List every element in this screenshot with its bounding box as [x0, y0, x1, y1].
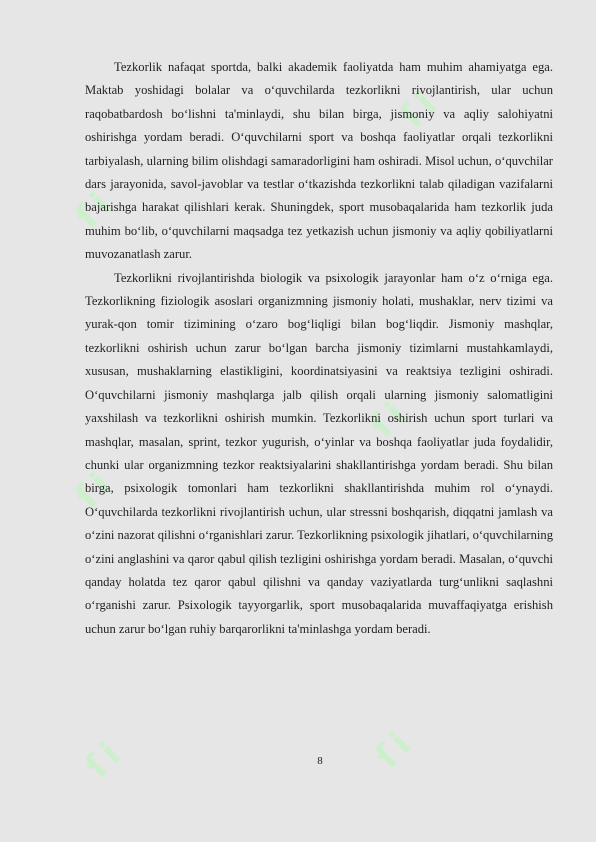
watermark: ſi	[362, 390, 419, 447]
body-text	[85, 56, 553, 641]
watermark: ſi	[77, 730, 134, 787]
watermark: ſi	[67, 180, 124, 237]
watermark: ſi	[392, 80, 449, 137]
paragraph: Tezkorlikni rivojlantirishda biologik va psixologik jarayonlar ham oʻz oʻrniga ega. Tezkorlikning fiziologik asoslari organizmning jismoniy holati, mushaklar, nerv tizimi va yurak-qon tomir tizimining oʻzaro bogʻliqligi bilan bogʻliqdir. Jismoniy mashqlar, tezkorlikni oshirish uchun zarur boʻlgan barcha jismoniy tizimlarni mustahkamlaydi, xususan, mushaklarning elastikligini, koordinatsiyasini va reaktsiya tezligini oshiradi. Oʻquvchilarni jismoniy mashqlarga jalb qilish orqali ularning jismoniy salomatligini yaxshilash va tezkorlikni oshirish mumkin. Tezkorlikni oshirish uchun sport turlari va mashqlar, masalan, sprint, tezkor yugurish, oʻyinlar va boshqa faoliyatlar juda foydalidir, chunki ular organizmning tezkor reaktsiyalarini shakllantirishga yordam beradi. Shu bilan birga, psixologik tomonlari ham tezkorlikni shakllantirishda muhim rol oʻynaydi. Oʻquvchilarda tezkorlikni rivojlantirish uchun, ular stressni boshqarish, diqqatni jamlash va oʻzini nazorat qilishni oʻrganishlari zarur. Tezkorlikning psixologik jihatlari, oʻquvchilarning oʻzini anglashini va qaror qabul qilish tezligini oshirishga yordam beradi. Masalan, oʻquvchi qanday holatda tez qaror qabul qilishni va qanday vaziyatlarda turgʻunlikni saqlashni oʻrganishi zarur. Psixologik tayyorgarlik, sport musobaqalarida muvaffaqiyatga erishish uchun zarur boʻlgan ruhiy barqarorlikni ta'minlashga yordam beradi.	[85, 270, 554, 636]
watermark: ſi	[67, 460, 124, 517]
page-number: 8	[317, 755, 323, 767]
paragraph: Tezkorlik nafaqat sportda, balki akademik faoliyatda ham muhim ahamiyatga ega. Maktab yoshidagi bolalar va oʻquvchilarda tezkorlikni rivojlantirish, ular uchun raqobatbardosh boʻlishni ta'minlaydi, shu bilan birga, jismoniy va aqliy salohiyatni oshirishga yordam beradi. Oʻquvchilarni sport va boshqa faoliyatlar orqali tezkorlikni tarbiyalash, ularning bilim olishdagi samaradorligini ham oshiradi. Misol uchun, oʻquvchilar dars jarayonida, savol-javoblar va testlar oʻtkazishda tezkorlikni talab qiladigan vazifalarni bajarishga harakat qilishlari kerak. Shuningdek, sport musobaqalarida ham tezkorlik juda muhim boʻlib, oʻquvchilarni maqsadga tez yetkazish uchun jismoniy va aqliy qobiliyatlarni muvozanatlash zarur.	[85, 60, 553, 262]
watermark: ſi	[367, 720, 424, 777]
